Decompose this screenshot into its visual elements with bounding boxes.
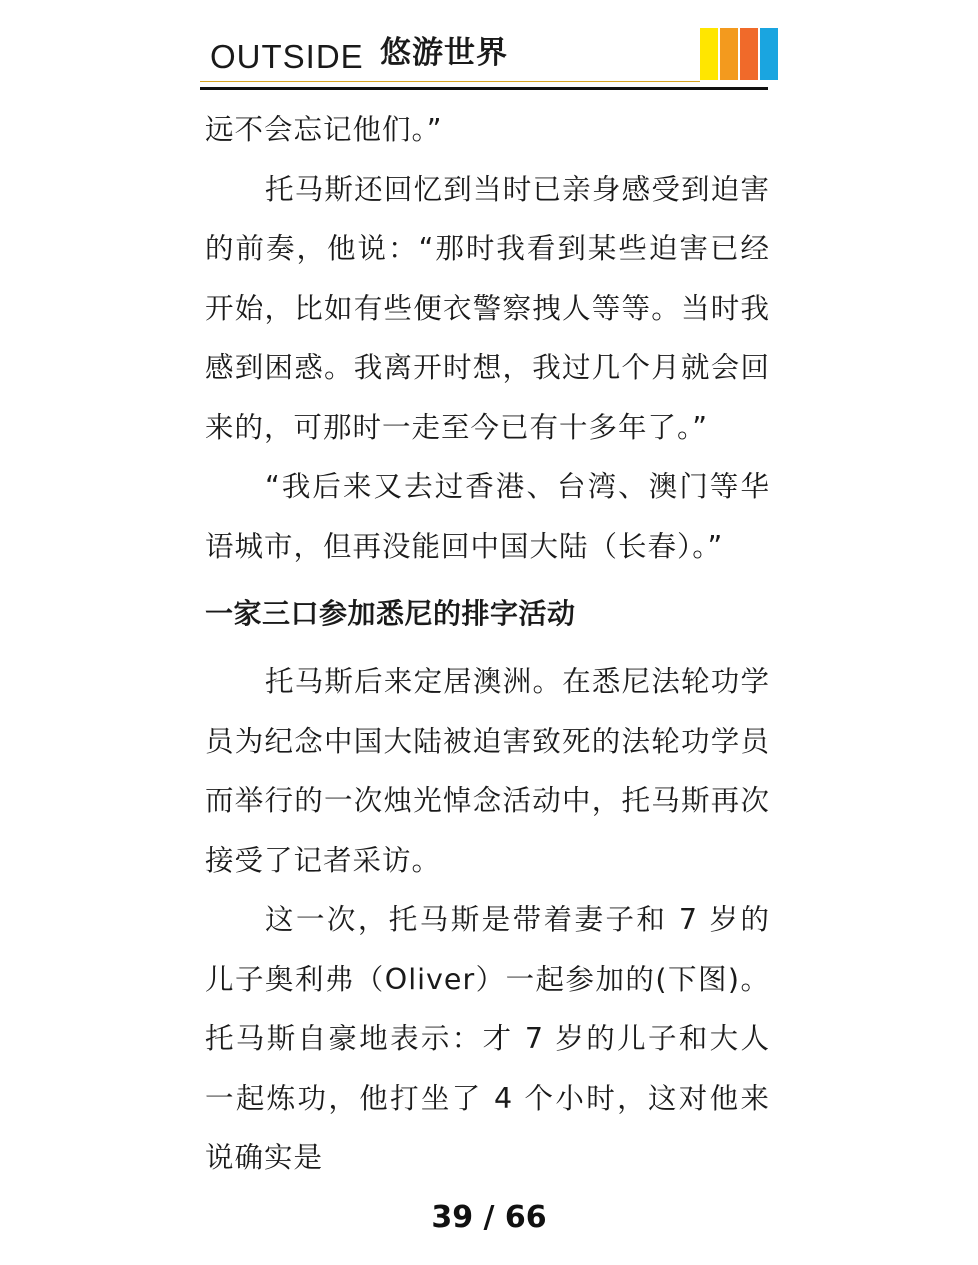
header-thick-rule	[200, 87, 768, 90]
magazine-header	[200, 28, 768, 90]
section-heading: 一家三口参加悉尼的排字活动	[205, 597, 576, 630]
brand-english: OUTSIDE	[210, 38, 364, 75]
stripe-red-orange	[740, 28, 758, 80]
stripe-blue	[760, 28, 778, 80]
stripe-orange	[720, 28, 738, 80]
brand-chinese: 悠游世界	[380, 35, 508, 71]
article-body	[205, 100, 770, 1188]
header-thin-rule	[200, 81, 700, 82]
page-number: 39 / 66	[431, 1200, 547, 1235]
paragraph-continuation: 远不会忘记他们。”	[205, 113, 443, 146]
paragraph: 托马斯还回忆到当时已亲身感受到迫害的前奏，他说：“那时我看到某些迫害已经开始，比如有些便衣警察拽人等等。当时我感到困惑。我离开时想，我过几个月就会回来的，可那时一走至今已有十多年了。”	[205, 172, 770, 444]
paragraph: “我后来又去过香港、台湾、澳门等华语城市，但再没能回中国大陆（长春）。”	[205, 470, 770, 563]
paragraph: 托马斯后来定居澳洲。在悉尼法轮功学员为纪念中国大陆被迫害致死的法轮功学员而举行的一次烛光悼念活动中，托马斯再次接受了记者采访。	[205, 665, 770, 877]
paragraph: 这一次，托马斯是带着妻子和 7 岁的儿子奥利弗（Oliver）一起参加的(下图)。托马斯自豪地表示：才 7 岁的儿子和大人一起炼功，他打坐了 4 个小时，这对他来说确实是	[205, 903, 770, 1174]
color-stripes-logo	[700, 28, 780, 80]
stripe-yellow	[700, 28, 718, 80]
